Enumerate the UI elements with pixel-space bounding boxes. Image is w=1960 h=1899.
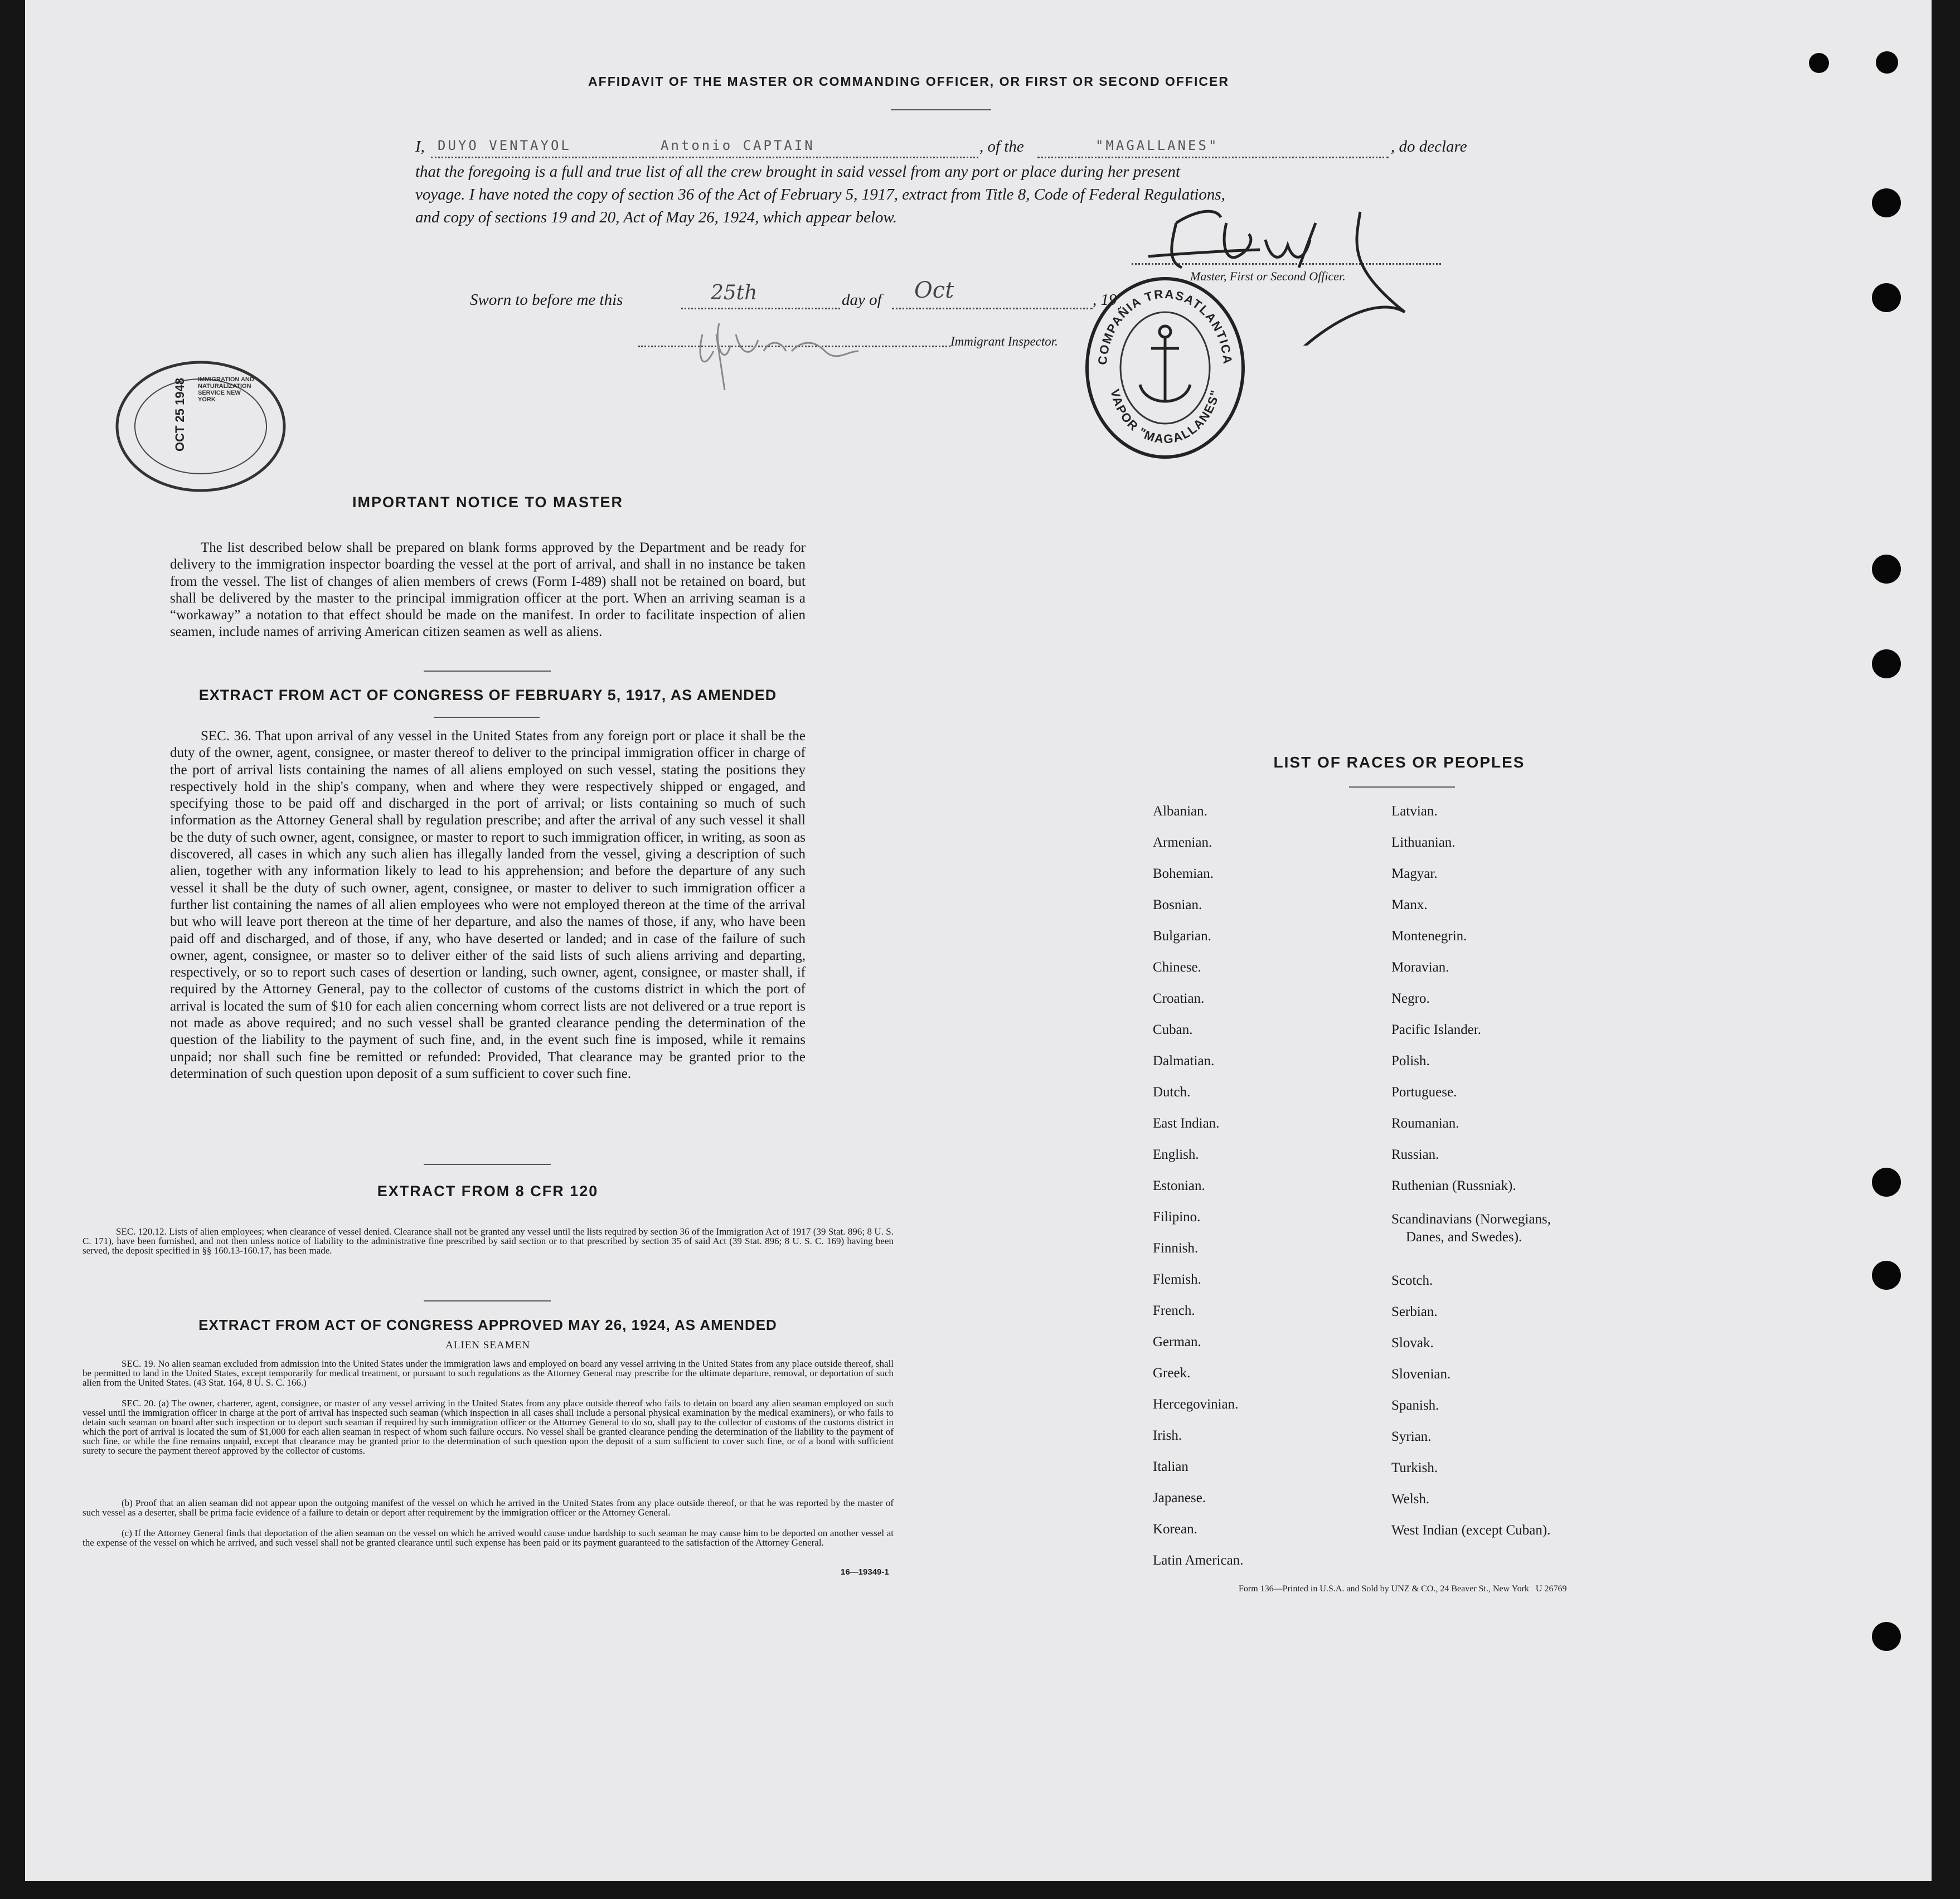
binder-hole (1872, 1168, 1901, 1197)
race-item: German. (1153, 1334, 1201, 1349)
race-item-scandinavians (1391, 1210, 1681, 1273)
extract-1924-sec19: SEC. 19. No alien seaman excluded from admission into the United States under the immigration laws and employed on board any vessel arriving in the United States from any place outside thereof, shall be permitted to land in the United States, except temporarily for medical treatment, or pursuant to such regulations as the Attorney General may prescribe for the ultimate departure, removal, or deportation of such alien from the United States. (43 Stat. 164, 8 U. S. C. 166.) (83, 1358, 894, 1388)
extract-1917-text: SEC. 36. That upon arrival of any vessel in the United States from any foreign port or place it shall be the duty of the owner, agent, consignee, or master thereof to deliver to the principal immigration officer in charge of the port of arrival lists containing the names of all aliens employed on such vessel, stating the positions they respectively hold in the ship's company, when and where they were respectively shipped or engaged, and specifying those to be paid off and discharged in the port of arrival; or lists containing so much of such information as the Attorney General shall by regulation prescribe; and after the arrival of any such vessel it shall be the duty of such owner, agent, consignee, or master to report to such immigration officer, in writing, as soon as discovered, all cases in which any such alien has illegally landed from the vessel, giving a description of such alien, together with any information likely to lead to his apprehension; and before the departure of any such vessel it shall be the duty of such owner, agent, consignee, or master to deliver to such immigration officer a further list containing the names of all alien employees who were not employed thereon at the time of the arrival but who will leave port thereon at the time of her departure, and also the names of those, if any, who have been paid off and discharged, and of those, if any, who have deserted or landed; and in case of the failure of such owner, agent, consignee, or master so to deliver either of the said lists of such aliens arriving and departing, respectively, or so to report such cases of desertion or landing, such owner, agent, consignee, or master shall, if required by the Attorney General, pay to the collector of customs of the customs district in which the port of arrival is located the sum of $10 for each alien concerning whom correct lists are not delivered or a true report is not made as above required; and no such vessel shall be granted clearance pending the determination of the question of the liability to the payment of such fine, and, in the event such fine is imposed, while it remains unpaid; nor shall such fine be remitted or refunded: Provided, That clearance may be granted prior to the determination of such question upon deposit of a sum sufficient to cover such fine. (170, 728, 806, 1081)
race-item: Filipino. (1153, 1210, 1201, 1225)
race-item: Polish. (1391, 1053, 1430, 1069)
race-item: Dalmatian. (1153, 1053, 1215, 1069)
i-label: I, (415, 138, 425, 156)
footer-print-info: Form 136—Printed in U.S.A. and Sold by UNZ & CO., 24 Beaver St., New York U 26769 (1239, 1584, 1567, 1594)
race-item: Cuban. (1153, 1022, 1193, 1037)
races-title: LIST OF RACES OR PEOPLES (1273, 754, 1525, 771)
race-item: Montenegrin. (1391, 929, 1467, 944)
race-item: Japanese. (1153, 1490, 1206, 1505)
races-left-column (1153, 804, 1376, 1584)
race-item: Armenian. (1153, 835, 1212, 850)
race-item: Irish. (1153, 1428, 1182, 1443)
race-item: Dutch. (1153, 1085, 1191, 1100)
binder-hole (1809, 53, 1829, 73)
race-item: Slovenian. (1391, 1367, 1451, 1382)
vessel-written: "MAGALLANES" (1095, 138, 1219, 153)
race-item: Spanish. (1391, 1398, 1439, 1413)
race-item: Roumanian. (1391, 1116, 1459, 1131)
seal-top-text: COMPAÑIA TRASATLANTICA (1095, 286, 1235, 366)
name-written: DUYO VENTAYOL (438, 138, 571, 153)
binder-hole (1872, 283, 1901, 312)
race-item: Manx. (1391, 897, 1428, 912)
race-item: Scotch. (1391, 1273, 1433, 1288)
inspector-signature (691, 301, 914, 396)
race-item: West Indian (except Cuban). (1391, 1523, 1551, 1538)
scandinavians-line-1: Scandinavians (Norwegians, (1391, 1212, 1551, 1227)
of-the-label: , of the (979, 138, 1024, 156)
race-item: Welsh. (1391, 1492, 1430, 1507)
sworn-day-written: 25th (711, 281, 758, 304)
inspector-caption: Immigrant Inspector. (950, 334, 1058, 348)
race-item: Greek. (1153, 1366, 1191, 1381)
extract-1924-title: EXTRACT FROM ACT OF CONGRESS APPROVED MAY 26, 1924, AS AMENDED (198, 1317, 777, 1333)
race-item: Albanian. (1153, 804, 1207, 819)
notice-text: The list described below shall be prepared on blank forms approved by the Department and be ready for delivery to the immigration inspector boarding the vessel at the port of arrival, and shall in no instance be taken from the vessel. The list of changes of alien members of crews (Form I-489) shall not be retained on board, but shall be delivered by the master to the principal immigration officer at the port. When an arriving seaman is a “workaway” a notation to that effect should be made on the manifest. In order to facilitate inspection of alien seamen, include names of arriving American citizen seamen as well as aliens. (170, 540, 806, 640)
race-item: Slovak. (1391, 1335, 1434, 1351)
race-item: English. (1153, 1147, 1199, 1162)
race-item: Syrian. (1391, 1429, 1432, 1444)
race-item: Chinese. (1153, 960, 1201, 975)
scandinavians-line-2: Danes, and Swedes). (1406, 1230, 1522, 1245)
race-item: Pacific Islander. (1391, 1022, 1482, 1037)
year-prefix: , 19 (1093, 291, 1117, 309)
inspection-stamp (106, 354, 295, 499)
races-right-column (1391, 804, 1681, 1554)
race-item: Latin American. (1153, 1553, 1244, 1568)
extract-cfr-title: EXTRACT FROM 8 CFR 120 (377, 1183, 599, 1199)
race-item: Bohemian. (1153, 866, 1214, 881)
affidavit-title: AFFIDAVIT OF THE MASTER OR COMMANDING OFFICER, OR FIRST OR SECOND OFFICER (588, 74, 1229, 89)
company-seal-stamp (1081, 276, 1249, 460)
affidavit-body-3: and copy of sections 19 and 20, Act of May 26, 1924, which appear below. (415, 208, 897, 226)
binder-hole (1872, 649, 1901, 678)
day-of-label: day of (842, 291, 882, 309)
race-item: Latvian. (1391, 804, 1438, 819)
extract-1924-subtitle: ALIEN SEAMEN (445, 1339, 530, 1351)
race-item: Korean. (1153, 1522, 1197, 1537)
inspection-date: OCT 25 1948 (173, 377, 187, 451)
anchor-icon (1140, 326, 1190, 401)
binder-hole (1872, 188, 1901, 217)
extract-1924-sec20b: (b) Proof that an alien seaman did not appear upon the outgoing manifest of the vessel on which he arrived in the United States from any place outside thereof, or that he was reported by the master of such vessel as a deserter, shall be prima facie evidence of a failure to detain or deport after requirement by the immigration officer or the Attorney General. (83, 1498, 894, 1518)
extract-cfr-text: SEC. 120.12. Lists of alien employees; when clearance of vessel denied. Clearance shall not be granted any vessel until the lists required by section 36 of the Immigration Act of 1917 (39 Stat. 896; 8 U. S. C. 171), have been furnished, and not then unless notice of liability to the administrative fine prescribed by said section or to that prescribed by section 35 of said Act (39 Stat. 896; 8 U. S. C. 169) having been served, the deposit specified in §§ 160.13-160.17, has been made. (83, 1226, 894, 1256)
race-item: Finnish. (1153, 1241, 1199, 1256)
race-item: Moravian. (1391, 960, 1449, 975)
race-item: Ruthenian (Russniak). (1391, 1178, 1516, 1193)
race-item: Italian (1153, 1459, 1188, 1474)
binder-hole (1876, 51, 1898, 74)
race-item: Serbian. (1391, 1304, 1438, 1319)
binder-hole (1872, 555, 1901, 584)
name-written-2: Antonio CAPTAIN (661, 138, 815, 153)
affidavit-body-2: voyage. I have noted the copy of section 36 of the Act of February 5, 1917, extract from Title 8, Code of Federal Regulations, (415, 186, 1225, 203)
race-item: Turkish. (1391, 1460, 1438, 1475)
extract-1924-sec20a: SEC. 20. (a) The owner, charterer, agent, consignee, or master of any vessel arriving in the United States from any place outside thereof who fails to detain on board any alien seaman employed on such vessel until the immigration officer in charge at the port of arrival has inspected such seaman (which inspection in all cases shall include a personal physical examination by the medical examiners), or who fails to detain such seaman on board after such inspection or to deport such seaman if required by such immigration officer or the Attorney General to do so, shall pay to the collector of customs of the customs district in which the port of arrival is located the sum of $1,000 for each alien seaman in respect of whom such failure occurs. No vessel shall be granted clearance pending the determination of the liability to the payment of such fine, or while the fine remains unpaid, except that clearance may be granted prior to the determination of such question upon the deposit of a sum sufficient to cover such fine, or of a bond with sufficient surety to secure the payment thereof approved by the collector of customs. (83, 1398, 894, 1456)
divider (424, 1300, 551, 1301)
form-code: 16—19349-1 (841, 1567, 889, 1577)
inspection-org: IMMIGRATION AND NATURALIZATION SERVICE NEW YORK (198, 376, 254, 403)
binder-hole (1872, 1261, 1901, 1290)
extract-1917-title: EXTRACT FROM ACT OF CONGRESS OF FEBRUARY 5, 1917, AS AMENDED (198, 687, 777, 703)
master-caption: Master, First or Second Officer. (1190, 269, 1346, 283)
binder-hole (1872, 1622, 1901, 1651)
race-item: Bosnian. (1153, 897, 1202, 912)
notice-title: IMPORTANT NOTICE TO MASTER (352, 494, 623, 511)
divider (424, 671, 551, 672)
race-item: Russian. (1391, 1147, 1439, 1162)
race-item: Portuguese. (1391, 1085, 1457, 1100)
race-item: French. (1153, 1303, 1195, 1318)
race-item: Lithuanian. (1391, 835, 1456, 850)
race-item: Hercegovinian. (1153, 1397, 1239, 1412)
extract-1924-sec20c: (c) If the Attorney General finds that deportation of the alien seaman on the vessel on which he arrived would cause undue hardship to such seaman he may cause him to be deported on another vessel at the expense of the vessel on which he arrived, and such vessel shall not be granted clearance until such expense has been paid or its payment guaranteed to the satisfaction of the Attorney General. (83, 1528, 894, 1548)
race-item: Magyar. (1391, 866, 1438, 881)
race-item: Estonian. (1153, 1178, 1205, 1193)
divider (891, 109, 991, 110)
affidavit-body-1: that the foregoing is a full and true list of all the crew brought in said vessel from any port or place during her present (415, 163, 1181, 181)
sworn-month-written: Oct (914, 278, 954, 303)
divider (1349, 786, 1455, 788)
race-item: Flemish. (1153, 1272, 1201, 1287)
divider (424, 1164, 551, 1165)
do-declare-label: , do declare (1391, 138, 1467, 156)
divider (434, 717, 540, 718)
race-item: Croatian. (1153, 991, 1205, 1006)
race-item: East Indian. (1153, 1116, 1220, 1131)
race-item: Negro. (1391, 991, 1430, 1006)
seal-bottom-text: VAPOR "MAGALLANES" (1108, 387, 1222, 446)
sworn-label: Sworn to before me this (470, 291, 623, 309)
affidavit-text (415, 138, 1474, 160)
race-item: Bulgarian. (1153, 929, 1211, 944)
